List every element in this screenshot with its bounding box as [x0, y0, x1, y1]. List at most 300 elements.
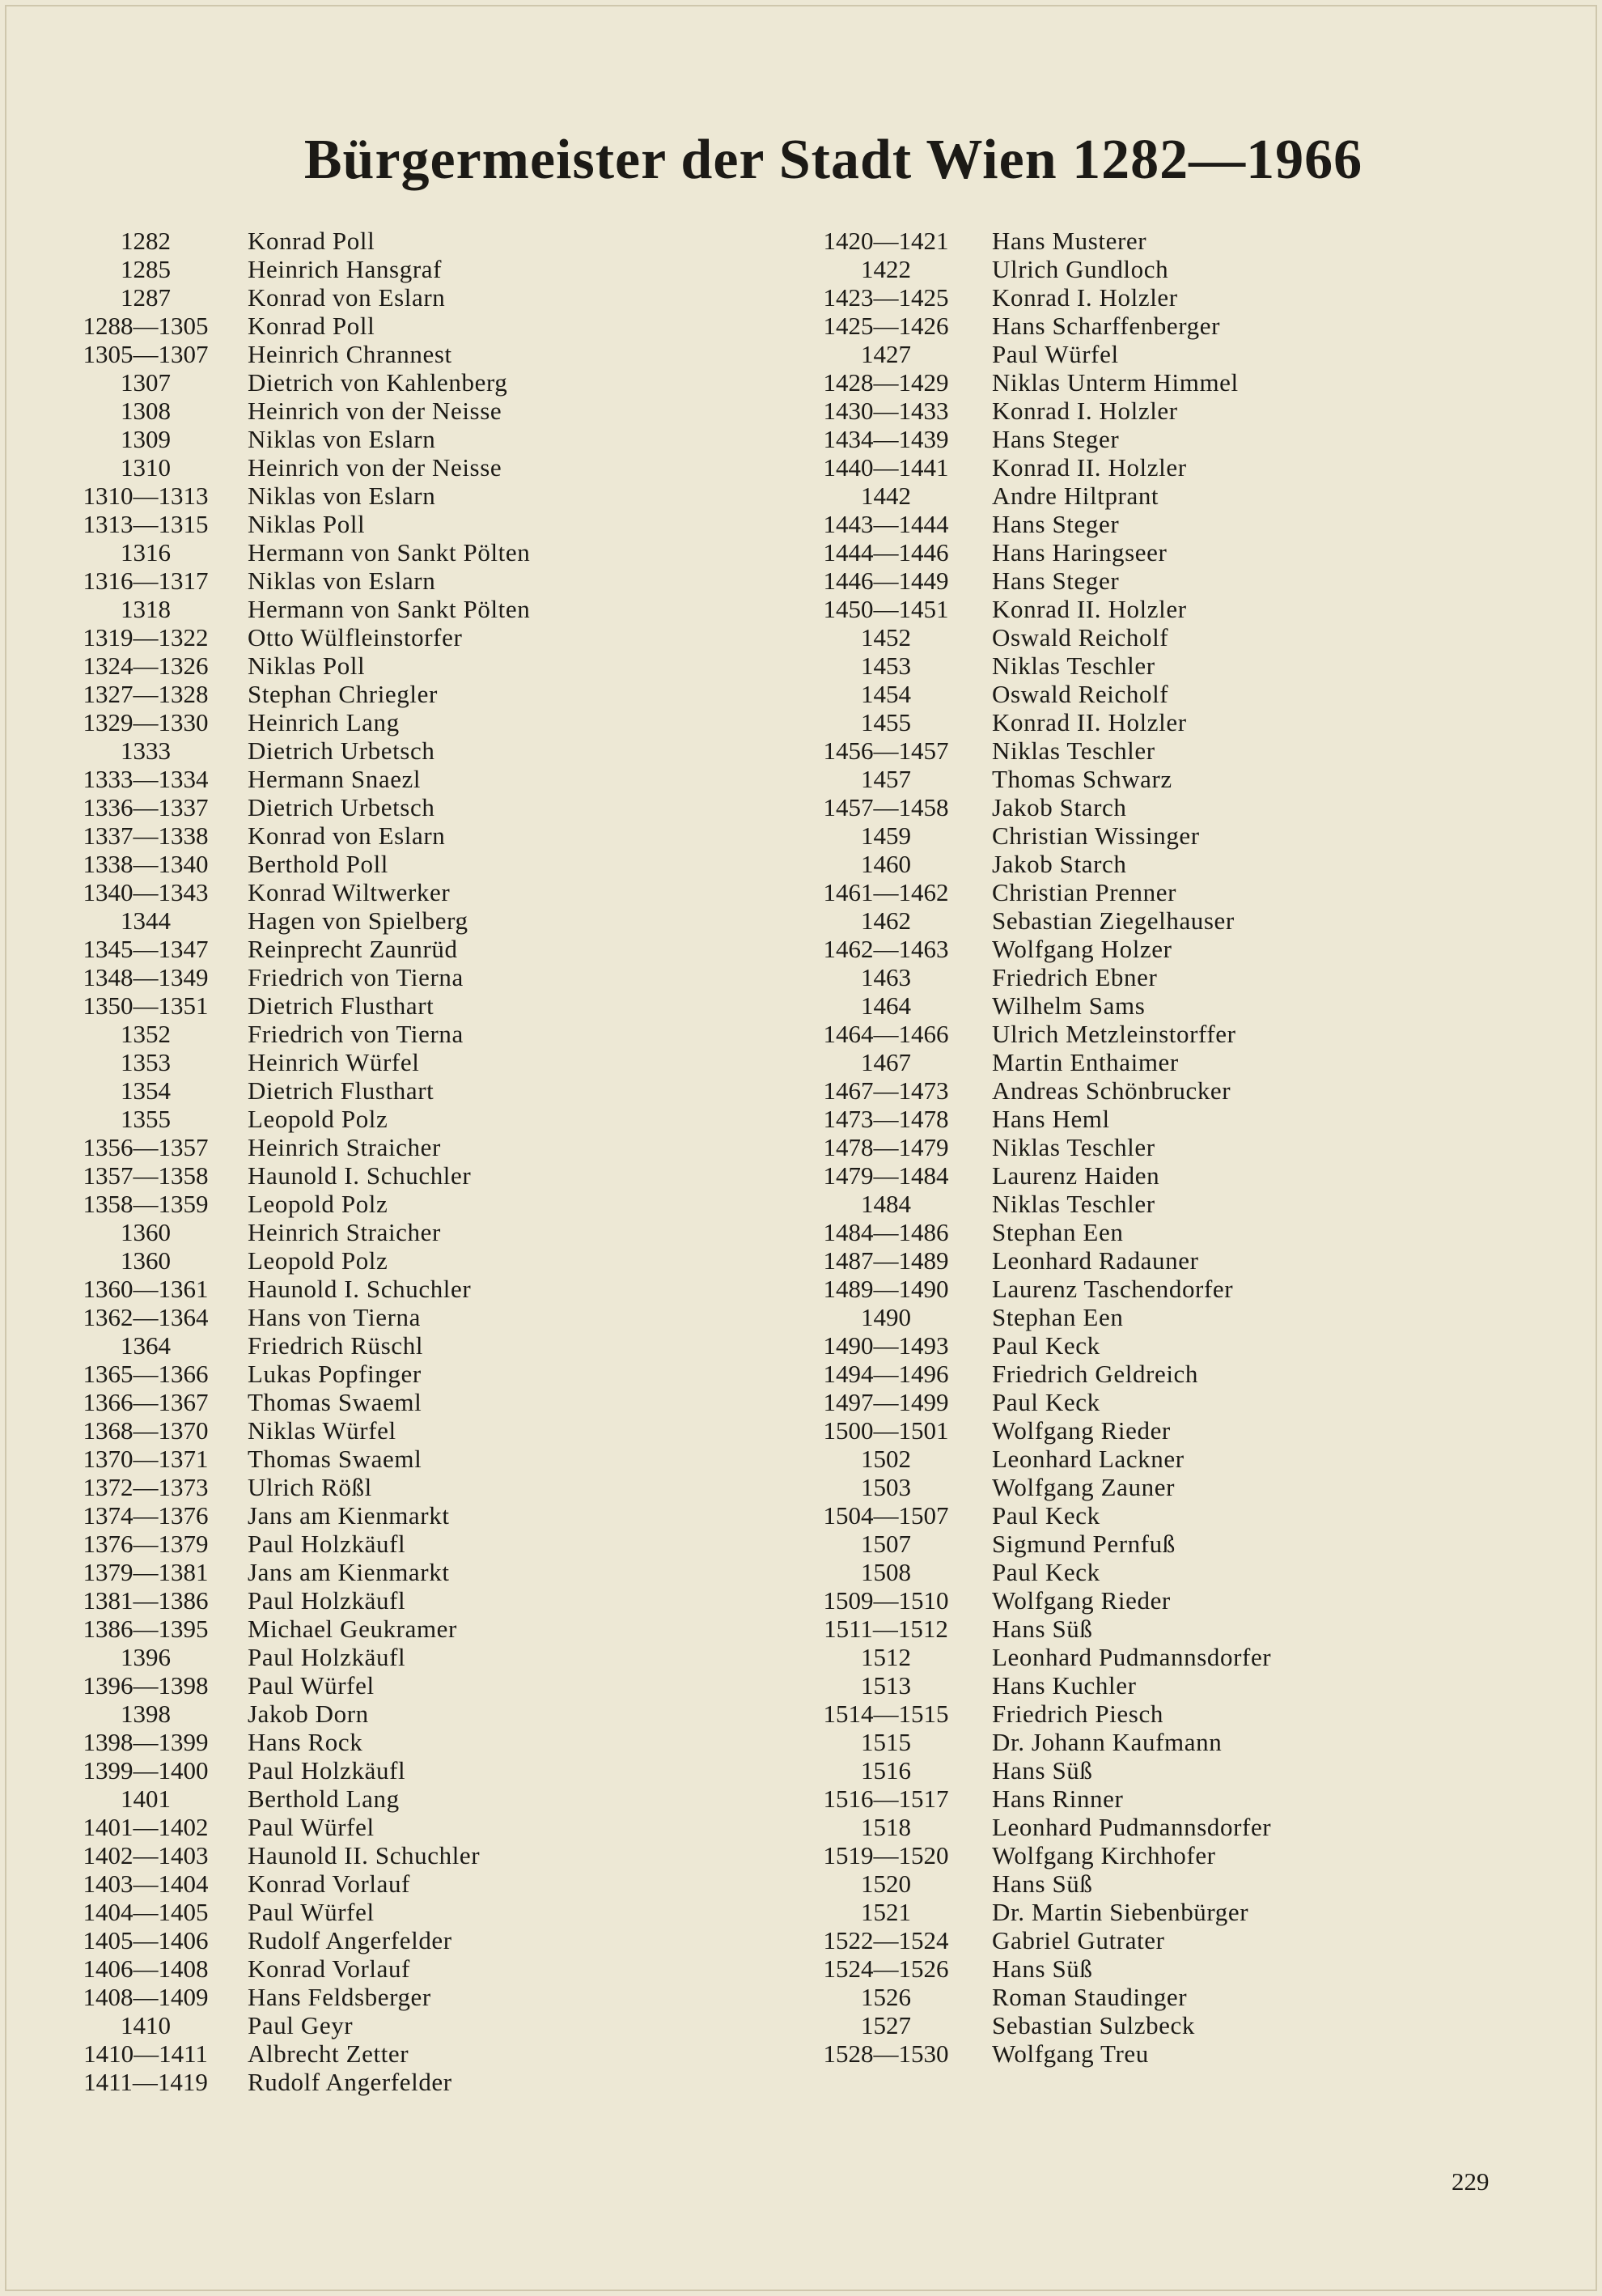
term-years: 1522—1524: [823, 1926, 949, 1954]
mayor-name: Konrad II. Holzler: [992, 708, 1187, 736]
mayor-name: Hans Steger: [992, 425, 1120, 453]
mayor-name: Jakob Starch: [992, 850, 1127, 878]
mayor-entry: [65, 1756, 530, 1785]
mayor-entry: [65, 1926, 530, 1954]
mayor-entry: [65, 1133, 530, 1161]
mayor-entry: [65, 1275, 530, 1303]
mayor-name: Heinrich Würfel: [248, 1048, 420, 1076]
mayor-entry: [801, 1983, 1271, 2011]
mayor-name: Hans Scharffenberger: [992, 312, 1220, 340]
term-years: 1454: [861, 680, 911, 708]
term-years: 1316: [121, 538, 171, 567]
mayor-entry: [801, 1161, 1271, 1190]
term-years: 1446—1449: [823, 567, 949, 595]
term-years: 1516: [861, 1756, 911, 1785]
mayor-name: Michael Geukramer: [248, 1615, 457, 1643]
mayor-entry: [801, 1473, 1271, 1501]
mayor-name: Niklas von Eslarn: [248, 567, 436, 595]
mayor-name: Roman Staudinger: [992, 1983, 1188, 2011]
mayor-name: Konrad II. Holzler: [992, 453, 1187, 482]
mayor-entry: [65, 1020, 530, 1048]
mayor-name: Hans Steger: [992, 510, 1120, 538]
term-years: 1348—1349: [83, 963, 209, 991]
mayor-name: Sigmund Pernfuß: [992, 1530, 1176, 1558]
mayor-entry: [65, 1785, 530, 1813]
mayor-entry: [801, 482, 1271, 510]
mayor-name: Friedrich Rüschl: [248, 1331, 424, 1360]
term-years: 1427: [861, 340, 911, 368]
term-years: 1355: [121, 1105, 171, 1133]
mayor-name: Dietrich Urbetsch: [248, 793, 435, 821]
mayor-entry: [65, 1105, 530, 1133]
mayor-name: Konrad Vorlauf: [248, 1954, 410, 1983]
mayor-entry: [65, 1615, 530, 1643]
mayor-entry: [65, 1954, 530, 1983]
mayor-entry: [801, 1643, 1271, 1671]
term-years: 1460: [861, 850, 911, 878]
term-years: 1313—1315: [83, 510, 209, 538]
mayor-name: Hermann von Sankt Pölten: [248, 595, 531, 623]
mayor-entry: [65, 340, 530, 368]
mayor-name: Paul Würfel: [248, 1813, 375, 1841]
mayor-name: Paul Holzkäufl: [248, 1756, 406, 1785]
term-years: 1354: [121, 1076, 171, 1105]
mayor-name: Dietrich von Kahlenberg: [248, 368, 508, 397]
term-years: 1370—1371: [83, 1445, 209, 1473]
term-years: 1462: [861, 906, 911, 935]
mayor-name: Haunold I. Schuchler: [248, 1275, 472, 1303]
term-years: 1381—1386: [83, 1586, 209, 1615]
mayor-entry: [801, 1360, 1271, 1388]
term-years: 1457: [861, 765, 911, 793]
mayor-entry: [801, 1813, 1271, 1841]
mayor-name: Hermann Snaezl: [248, 765, 422, 793]
term-years: 1528—1530: [823, 2039, 949, 2068]
term-years: 1463: [861, 963, 911, 991]
mayor-entry: [801, 708, 1271, 736]
term-years: 1333: [121, 736, 171, 765]
mayor-name: Hagen von Spielberg: [248, 906, 468, 935]
mayor-entry: [65, 765, 530, 793]
term-years: 1327—1328: [83, 680, 209, 708]
mayor-entry: [801, 397, 1271, 425]
term-years: 1350—1351: [83, 991, 209, 1020]
mayor-entry: [65, 1558, 530, 1586]
mayor-entry: [801, 1246, 1271, 1275]
mayor-name: Laurenz Taschendorfer: [992, 1275, 1234, 1303]
mayor-name: Niklas von Eslarn: [248, 482, 436, 510]
term-years: 1504—1507: [823, 1501, 949, 1530]
mayor-name: Sebastian Ziegelhauser: [992, 906, 1235, 935]
mayor-entry: [801, 793, 1271, 821]
term-years: 1489—1490: [823, 1275, 949, 1303]
term-years: 1440—1441: [823, 453, 949, 482]
mayor-name: Stephan Een: [992, 1218, 1124, 1246]
mayor-entry: [65, 1246, 530, 1275]
page-title: Bürgermeister der Stadt Wien 1282—1966: [303, 129, 1363, 191]
mayor-entry: [65, 963, 530, 991]
term-years: 1457—1458: [823, 793, 949, 821]
mayor-entry: [801, 1926, 1271, 1954]
term-years: 1399—1400: [83, 1756, 209, 1785]
mayor-entry: [65, 538, 530, 567]
mayor-name: Niklas von Eslarn: [248, 425, 436, 453]
mayor-list-right: [801, 227, 1271, 2068]
term-years: 1487—1489: [823, 1246, 949, 1275]
mayor-name: Oswald Reicholf: [992, 623, 1169, 651]
mayor-name: Lukas Popfinger: [248, 1360, 422, 1388]
mayor-entry: [65, 623, 530, 651]
term-years: 1502: [861, 1445, 911, 1473]
mayor-entry: [65, 2039, 530, 2068]
term-years: 1288—1305: [83, 312, 209, 340]
mayor-name: Niklas Würfel: [248, 1416, 396, 1445]
term-years: 1509—1510: [823, 1586, 949, 1615]
mayor-name: Hans Heml: [992, 1105, 1110, 1133]
mayor-entry: [801, 538, 1271, 567]
mayor-entry: [801, 2039, 1271, 2068]
term-years: 1319—1322: [83, 623, 209, 651]
mayor-entry: [801, 1615, 1271, 1643]
term-years: 1401—1402: [83, 1813, 209, 1841]
mayor-entry: [801, 595, 1271, 623]
mayor-entry: [801, 1954, 1271, 1983]
mayor-entry: [65, 680, 530, 708]
term-years: 1490—1493: [823, 1331, 949, 1360]
mayor-name: Jans am Kienmarkt: [248, 1501, 450, 1530]
term-years: 1456—1457: [823, 736, 949, 765]
mayor-name: Paul Würfel: [248, 1898, 375, 1926]
page-number: 229: [1452, 2167, 1490, 2196]
mayor-name: Gabriel Gutrater: [992, 1926, 1165, 1954]
term-years: 1401: [121, 1785, 171, 1813]
term-years: 1442: [861, 482, 911, 510]
term-years: 1353: [121, 1048, 171, 1076]
term-years: 1358—1359: [83, 1190, 209, 1218]
mayor-entry: [801, 1076, 1271, 1105]
mayor-entry: [801, 1530, 1271, 1558]
mayor-name: Wolfgang Zauner: [992, 1473, 1175, 1501]
mayor-entry: [801, 1190, 1271, 1218]
mayor-entry: [801, 1558, 1271, 1586]
mayor-name: Hans Haringseer: [992, 538, 1168, 567]
term-years: 1459: [861, 821, 911, 850]
mayor-name: Paul Holzkäufl: [248, 1643, 406, 1671]
term-years: 1443—1444: [823, 510, 949, 538]
mayor-entry: [65, 1643, 530, 1671]
mayor-entry: [65, 935, 530, 963]
term-years: 1338—1340: [83, 850, 209, 878]
term-years: 1500—1501: [823, 1416, 949, 1445]
mayor-name: Leopold Polz: [248, 1190, 388, 1218]
mayor-entry: [65, 482, 530, 510]
term-years: 1396: [121, 1643, 171, 1671]
mayor-name: Friedrich Geldreich: [992, 1360, 1198, 1388]
mayor-name: Albrecht Zetter: [248, 2039, 409, 2068]
mayor-name: Konrad II. Holzler: [992, 595, 1187, 623]
term-years: 1490: [861, 1303, 911, 1331]
term-years: 1464: [861, 991, 911, 1020]
term-years: 1503: [861, 1473, 911, 1501]
term-years: 1479—1484: [823, 1161, 949, 1190]
term-years: 1336—1337: [83, 793, 209, 821]
mayor-name: Wilhelm Sams: [992, 991, 1146, 1020]
term-years: 1511—1512: [824, 1615, 948, 1643]
mayor-entry: [65, 255, 530, 283]
term-years: 1467: [861, 1048, 911, 1076]
term-years: 1430—1433: [823, 397, 949, 425]
term-years: 1516—1517: [823, 1785, 949, 1813]
mayor-entry: [801, 651, 1271, 680]
mayor-entry: [65, 1076, 530, 1105]
term-years: 1423—1425: [823, 283, 949, 312]
mayor-name: Stephan Een: [992, 1303, 1124, 1331]
mayor-name: Wolfgang Kirchhofer: [992, 1841, 1216, 1869]
mayor-name: Dietrich Flusthart: [248, 1076, 434, 1105]
mayor-entry: [801, 1048, 1271, 1076]
mayor-entry: [801, 1303, 1271, 1331]
mayor-name: Niklas Unterm Himmel: [992, 368, 1239, 397]
mayor-entry: [65, 283, 530, 312]
mayor-name: Haunold I. Schuchler: [248, 1161, 472, 1190]
mayor-name: Dietrich Flusthart: [248, 991, 434, 1020]
mayor-name: Heinrich Straicher: [248, 1133, 441, 1161]
mayor-name: Wolfgang Treu: [992, 2039, 1149, 2068]
mayor-name: Konrad Vorlauf: [248, 1869, 410, 1898]
term-years: 1364: [121, 1331, 171, 1360]
mayor-entry: [801, 1416, 1271, 1445]
term-years: 1324—1326: [83, 651, 209, 680]
mayor-entry: [65, 1869, 530, 1898]
mayor-name: Ulrich Gundloch: [992, 255, 1169, 283]
mayor-entry: [65, 1360, 530, 1388]
mayor-entry: [65, 1416, 530, 1445]
term-years: 1310: [121, 453, 171, 482]
mayor-entry: [65, 425, 530, 453]
mayor-entry: [801, 1785, 1271, 1813]
term-years: 1515: [861, 1728, 911, 1756]
mayor-entry: [801, 1275, 1271, 1303]
mayor-entry: [65, 1898, 530, 1926]
mayor-name: Paul Holzkäufl: [248, 1586, 406, 1615]
term-years: 1333—1334: [83, 765, 209, 793]
mayor-entry: [65, 1218, 530, 1246]
mayor-name: Andre Hiltprant: [992, 482, 1159, 510]
mayor-name: Wolfgang Rieder: [992, 1416, 1171, 1445]
mayor-entry: [801, 1728, 1271, 1756]
mayor-name: Christian Wissinger: [992, 821, 1200, 850]
term-years: 1519—1520: [823, 1841, 949, 1869]
mayor-name: Otto Wülfleinstorfer: [248, 623, 463, 651]
term-years: 1366—1367: [83, 1388, 209, 1416]
mayor-name: Paul Keck: [992, 1388, 1100, 1416]
mayor-name: Konrad Wiltwerker: [248, 878, 451, 906]
term-years: 1398—1399: [83, 1728, 209, 1756]
mayor-name: Paul Keck: [992, 1331, 1100, 1360]
mayor-name: Heinrich Straicher: [248, 1218, 441, 1246]
mayor-name: Paul Keck: [992, 1501, 1100, 1530]
mayor-name: Niklas Teschler: [992, 736, 1155, 765]
mayor-name: Dr. Martin Siebenbürger: [992, 1898, 1249, 1926]
term-years: 1464—1466: [823, 1020, 949, 1048]
mayor-entry: [65, 1671, 530, 1700]
mayor-entry: [801, 510, 1271, 538]
mayor-name: Niklas Poll: [248, 510, 366, 538]
mayor-name: Hermann von Sankt Pölten: [248, 538, 531, 567]
mayor-entry: [801, 425, 1271, 453]
mayor-name: Hans von Tierna: [248, 1303, 421, 1331]
term-years: 1512: [861, 1643, 911, 1671]
mayor-entry: [65, 1445, 530, 1473]
mayor-entry: [65, 1190, 530, 1218]
term-years: 1365—1366: [83, 1360, 209, 1388]
mayor-entry: [65, 1388, 530, 1416]
mayor-name: Laurenz Haiden: [992, 1161, 1160, 1190]
term-years: 1428—1429: [823, 368, 949, 397]
mayor-name: Niklas Poll: [248, 651, 366, 680]
mayor-entry: [65, 1700, 530, 1728]
term-years: 1497—1499: [823, 1388, 949, 1416]
term-years: 1360: [121, 1218, 171, 1246]
term-years: 1410: [121, 2011, 171, 2039]
mayor-name: Jakob Dorn: [248, 1700, 369, 1728]
mayor-entry: [801, 255, 1271, 283]
mayor-entry: [801, 1501, 1271, 1530]
mayor-name: Heinrich Chrannest: [248, 340, 452, 368]
mayor-name: Stephan Chriegler: [248, 680, 438, 708]
term-years: 1352: [121, 1020, 171, 1048]
mayor-name: Konrad Poll: [248, 227, 375, 255]
mayor-name: Hans Feldsberger: [248, 1983, 431, 2011]
term-years: 1374—1376: [83, 1501, 209, 1530]
mayor-entry: [801, 963, 1271, 991]
term-years: 1408—1409: [83, 1983, 209, 2011]
mayor-entry: [65, 736, 530, 765]
mayor-name: Niklas Teschler: [992, 1190, 1155, 1218]
term-years: 1453: [861, 651, 911, 680]
mayor-entry: [801, 1218, 1271, 1246]
mayor-entry: [801, 1445, 1271, 1473]
mayor-entry: [801, 1869, 1271, 1898]
term-years: 1422: [861, 255, 911, 283]
mayor-name: Sebastian Sulzbeck: [992, 2011, 1195, 2039]
term-years: 1527: [861, 2011, 911, 2039]
mayor-entry: [801, 1898, 1271, 1926]
term-years: 1514—1515: [823, 1700, 949, 1728]
term-years: 1513: [861, 1671, 911, 1700]
mayor-name: Konrad von Eslarn: [248, 283, 446, 312]
mayor-name: Berthold Lang: [248, 1785, 400, 1813]
mayor-name: Hans Kuchler: [992, 1671, 1137, 1700]
mayor-name: Reinprecht Zaunrüd: [248, 935, 458, 963]
mayor-entry: [801, 878, 1271, 906]
mayor-entry: [65, 906, 530, 935]
mayor-name: Leonhard Lackner: [992, 1445, 1185, 1473]
term-years: 1368—1370: [83, 1416, 209, 1445]
mayor-entry: [801, 453, 1271, 482]
term-years: 1521: [861, 1898, 911, 1926]
mayor-name: Hans Steger: [992, 567, 1120, 595]
mayor-entry: [65, 878, 530, 906]
term-years: 1345—1347: [83, 935, 209, 963]
mayor-name: Heinrich Lang: [248, 708, 400, 736]
mayor-entry: [801, 283, 1271, 312]
mayor-entry: [65, 510, 530, 538]
term-years: 1398: [121, 1700, 171, 1728]
term-years: 1450—1451: [823, 595, 949, 623]
mayor-entry: [801, 736, 1271, 765]
mayor-entry: [801, 935, 1271, 963]
mayor-entry: [65, 453, 530, 482]
term-years: 1318: [121, 595, 171, 623]
term-years: 1494—1496: [823, 1360, 949, 1388]
term-years: 1405—1406: [83, 1926, 209, 1954]
term-years: 1478—1479: [823, 1133, 949, 1161]
mayor-name: Heinrich von der Neisse: [248, 453, 502, 482]
mayor-entry: [801, 991, 1271, 1020]
mayor-entry: [65, 1728, 530, 1756]
mayor-name: Jakob Starch: [992, 793, 1127, 821]
mayor-entry: [65, 312, 530, 340]
mayor-entry: [65, 2068, 530, 2096]
mayor-entry: [65, 567, 530, 595]
mayor-entry: [801, 1133, 1271, 1161]
mayor-name: Niklas Teschler: [992, 1133, 1155, 1161]
mayor-entry: [801, 567, 1271, 595]
term-years: 1285: [121, 255, 171, 283]
mayor-name: Konrad Poll: [248, 312, 375, 340]
mayor-entry: [65, 1161, 530, 1190]
mayor-entry: [65, 2011, 530, 2039]
term-years: 1526: [861, 1983, 911, 2011]
mayor-name: Hans Rock: [248, 1728, 363, 1756]
mayor-entry: [65, 595, 530, 623]
mayor-entry: [801, 821, 1271, 850]
term-years: 1379—1381: [83, 1558, 209, 1586]
term-years: 1307: [121, 368, 171, 397]
mayor-name: Heinrich Hansgraf: [248, 255, 443, 283]
mayor-entry: [801, 1105, 1271, 1133]
term-years: 1473—1478: [823, 1105, 949, 1133]
term-years: 1452: [861, 623, 911, 651]
term-years: 1282: [121, 227, 171, 255]
mayor-name: Jans am Kienmarkt: [248, 1558, 450, 1586]
mayor-entry: [65, 368, 530, 397]
mayor-entry: [65, 1331, 530, 1360]
mayor-entry: [65, 1586, 530, 1615]
mayor-entry: [801, 1331, 1271, 1360]
mayor-name: Leopold Polz: [248, 1105, 388, 1133]
mayor-name: Leopold Polz: [248, 1246, 388, 1275]
mayor-entry: [801, 623, 1271, 651]
mayor-entry: [65, 651, 530, 680]
term-years: 1287: [121, 283, 171, 312]
term-years: 1462—1463: [823, 935, 949, 963]
term-years: 1461—1462: [823, 878, 949, 906]
mayor-name: Paul Würfel: [248, 1671, 375, 1700]
term-years: 1404—1405: [83, 1898, 209, 1926]
term-years: 1455: [861, 708, 911, 736]
mayor-entry: [801, 2011, 1271, 2039]
term-years: 1484—1486: [823, 1218, 949, 1246]
mayor-name: Friedrich von Tierna: [248, 963, 464, 991]
mayor-name: Thomas Schwarz: [992, 765, 1172, 793]
mayor-entry: [801, 765, 1271, 793]
mayor-name: Leonhard Pudmannsdorfer: [992, 1643, 1272, 1671]
mayor-name: Hans Rinner: [992, 1785, 1124, 1813]
term-years: 1420—1421: [823, 227, 949, 255]
mayor-entry: [65, 991, 530, 1020]
